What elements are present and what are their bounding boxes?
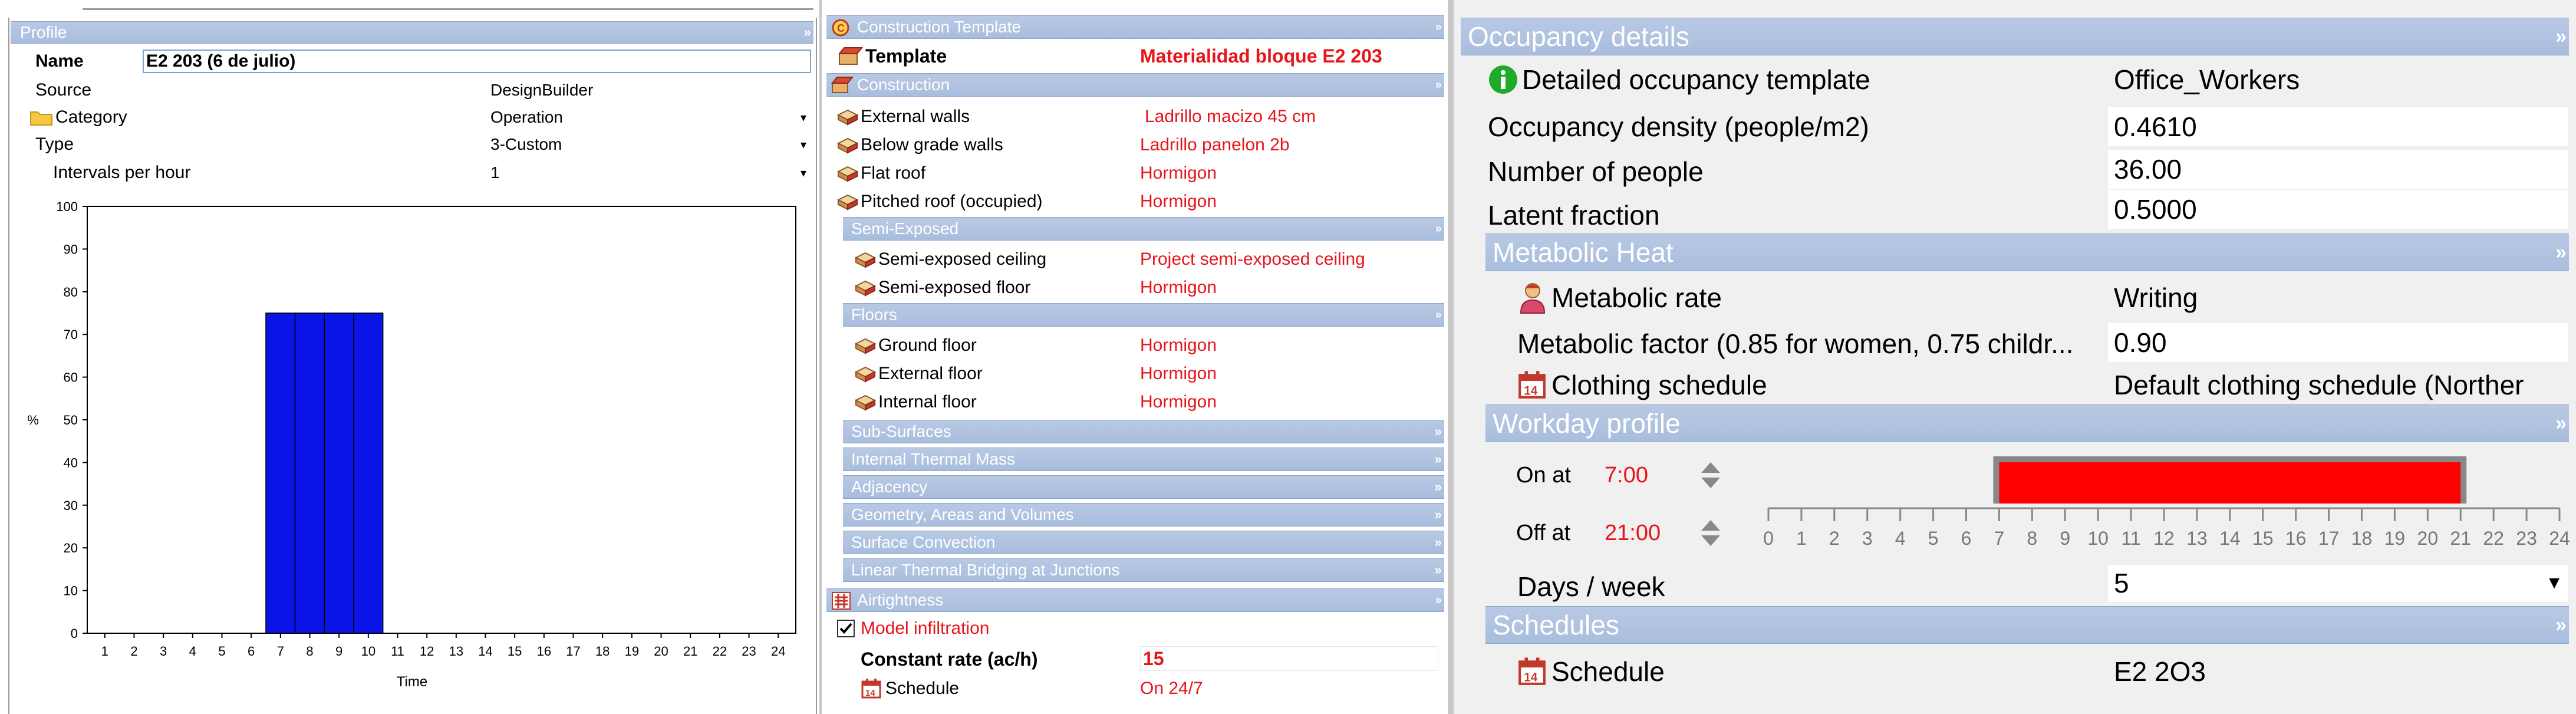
density-label: Occupancy density (people/m2) — [1488, 111, 1869, 142]
off-at-row — [1516, 515, 1722, 551]
timeline-tick-label: 18 — [2351, 528, 2373, 549]
x-tick-label: 23 — [742, 644, 756, 659]
metabolic-factor-input[interactable] — [2108, 323, 2568, 362]
construction-row-label: Semi-exposed ceiling — [878, 249, 1047, 269]
collapse-icon[interactable]: » — [1435, 308, 1439, 321]
x-tick-label: 5 — [218, 644, 226, 659]
model-infiltration-checkbox[interactable] — [837, 620, 855, 637]
folder-icon — [29, 108, 53, 126]
category-select[interactable] — [487, 105, 811, 130]
y-tick-label: 90 — [63, 242, 78, 257]
y-axis-label: % — [27, 413, 39, 427]
clothing-label: Clothing schedule — [1551, 370, 1767, 400]
occ-schedule-label: Schedule — [1551, 656, 1665, 687]
construction-row[interactable] — [855, 245, 1046, 274]
x-tick-label: 2 — [130, 644, 138, 659]
expand-icon[interactable]: » — [1434, 562, 1439, 577]
profile-panel — [0, 0, 819, 714]
category-value: Operation — [490, 108, 563, 126]
svg-text:14: 14 — [1524, 670, 1538, 685]
metabolic-rate-label: Metabolic rate — [1551, 282, 1722, 313]
latent-input[interactable] — [2108, 190, 2568, 229]
source-row — [12, 77, 91, 104]
semi-exposed-header[interactable] — [843, 217, 1444, 241]
profile-chart-svg — [11, 190, 813, 703]
y-tick-label: 100 — [56, 199, 78, 214]
y-tick-label: 80 — [63, 284, 78, 300]
timeline-tick-label: 2 — [1829, 528, 1840, 549]
latent-row — [1488, 195, 1660, 236]
construction-template-header[interactable] — [826, 15, 1444, 39]
plot-area — [87, 206, 796, 633]
x-tick-label: 6 — [248, 644, 255, 659]
occupancy-header-label: Occupancy details — [1468, 21, 1689, 52]
construction-layer-icon — [855, 251, 876, 268]
construction-row[interactable] — [855, 331, 977, 360]
svg-text:C: C — [837, 22, 845, 34]
construction-row-label: Below grade walls — [861, 135, 1003, 154]
x-tick-label: 15 — [507, 644, 522, 659]
bar — [266, 313, 295, 633]
people-row — [1488, 151, 1704, 192]
people-value: 36.00 — [2114, 154, 2182, 185]
collapse-icon[interactable]: » — [2555, 25, 2564, 48]
construction-row-label: Semi-exposed floor — [878, 278, 1031, 297]
x-tick-label: 22 — [712, 644, 727, 659]
construction-row-value[interactable]: Hormigon — [1140, 335, 1217, 355]
construction-row-value[interactable]: Project semi-exposed ceiling — [1140, 249, 1365, 269]
type-label: Type — [35, 134, 74, 154]
calendar-icon — [1517, 370, 1547, 400]
construction-row-value[interactable]: Hormigon — [1140, 364, 1217, 383]
timeline-tick-label: 11 — [2121, 528, 2141, 549]
construction-panel — [819, 0, 1456, 714]
schedules-header-label: Schedules — [1493, 610, 1619, 640]
calendar-icon — [861, 678, 882, 699]
workday-timeline[interactable] — [1751, 448, 2576, 566]
schedule-value-text: On 24/7 — [1140, 679, 1203, 698]
source-label: Source — [35, 80, 92, 100]
construction-row-label: External walls — [861, 107, 970, 126]
y-tick-label: 40 — [63, 455, 78, 470]
x-tick-label: 17 — [566, 644, 581, 659]
construction-row[interactable] — [837, 103, 970, 131]
density-row — [1488, 106, 1869, 147]
x-tick-label: 7 — [276, 644, 284, 659]
collapse-icon[interactable]: » — [1435, 593, 1439, 607]
svg-text:14: 14 — [865, 688, 875, 698]
construction-row-value[interactable]: Hormigon — [1140, 278, 1217, 297]
collapse-icon[interactable]: » — [2555, 241, 2564, 264]
metabolic-header-label: Metabolic Heat — [1493, 237, 1674, 268]
days-row — [1517, 566, 1665, 607]
construction-row[interactable] — [837, 187, 1043, 216]
construction-header-label: Construction — [857, 75, 950, 94]
x-tick-label: 21 — [683, 644, 698, 659]
collapsed-section-label: Adjacency — [851, 478, 928, 496]
profile-header[interactable] — [11, 21, 813, 44]
x-tick-label: 13 — [449, 644, 464, 659]
timeline-tick-label: 3 — [1862, 528, 1873, 549]
on-at-value[interactable]: 7:00 — [1605, 462, 1648, 488]
construction-layer-icon — [855, 365, 876, 383]
occ-template-value: Office_Workers — [2114, 64, 2300, 95]
x-tick-label: 16 — [536, 644, 552, 659]
floors-header[interactable] — [843, 303, 1444, 327]
panel-left-border — [1450, 0, 1454, 714]
collapse-icon[interactable]: » — [1435, 78, 1439, 91]
off-at-value[interactable]: 21:00 — [1605, 520, 1661, 545]
collapse-icon[interactable]: » — [803, 25, 809, 40]
info-icon — [1488, 64, 1518, 95]
collapsed-section-header[interactable] — [843, 531, 1444, 554]
construction-icon — [830, 75, 854, 95]
collapse-icon[interactable]: » — [2555, 613, 2564, 636]
x-tick-label: 8 — [306, 644, 314, 659]
construction-layer-icon — [837, 193, 858, 210]
x-tick-label: 9 — [335, 644, 343, 659]
clothing-value: Default clothing schedule (Norther — [2114, 370, 2524, 400]
latent-label: Latent fraction — [1488, 200, 1660, 231]
construction-row[interactable] — [855, 360, 983, 388]
timeline-tick-label: 14 — [2219, 528, 2241, 549]
chevron-down-icon[interactable]: ▾ — [800, 138, 806, 152]
collapsed-section-label: Sub-Surfaces — [851, 422, 951, 440]
constant-rate-input[interactable] — [1140, 646, 1438, 671]
density-input[interactable] — [2108, 107, 2568, 146]
type-value: 3-Custom — [490, 135, 562, 153]
bar — [324, 313, 354, 633]
collapsed-section-header[interactable] — [843, 503, 1444, 527]
construction-row-label: Pitched roof (occupied) — [861, 192, 1043, 211]
x-tick-label: 11 — [391, 644, 404, 659]
off-at-label: Off at — [1516, 520, 1571, 545]
template-icon — [831, 18, 851, 37]
type-row — [12, 131, 74, 158]
bar — [354, 313, 383, 633]
occ-template-value-field[interactable] — [2108, 60, 2568, 99]
y-tick-label: 60 — [63, 370, 78, 385]
days-value: 5 — [2114, 568, 2129, 598]
metabolic-rate-row[interactable] — [1517, 277, 1722, 318]
collapsed-section-header[interactable] — [843, 448, 1444, 471]
collapsed-section-header[interactable] — [843, 475, 1444, 499]
expand-icon[interactable]: » — [1434, 479, 1439, 494]
x-tick-label: 18 — [595, 644, 610, 659]
y-tick-label: 70 — [63, 327, 78, 343]
chevron-down-icon[interactable]: ▾ — [800, 111, 806, 124]
collapsed-section-label: Internal Thermal Mass — [851, 450, 1016, 468]
construction-row-value[interactable]: Hormigon — [1140, 192, 1217, 211]
top-divider — [83, 8, 813, 10]
y-tick-label: 30 — [63, 498, 78, 513]
left-border — [8, 18, 9, 714]
timeline-tick-label: 5 — [1928, 528, 1939, 549]
profile-chart — [11, 190, 813, 703]
construction-header[interactable] — [826, 73, 1444, 97]
model-infiltration-label: Model infiltration — [861, 618, 990, 638]
timeline-tick-label: 0 — [1763, 528, 1774, 549]
spinner-icon[interactable] — [1699, 459, 1722, 492]
intervals-row — [12, 159, 190, 186]
construction-layer-icon — [855, 337, 876, 354]
expand-icon[interactable]: » — [1434, 535, 1439, 550]
category-label: Category — [55, 107, 127, 127]
x-tick-label: 4 — [189, 644, 196, 659]
schedules-header[interactable] — [1485, 606, 2569, 644]
clothing-row[interactable] — [1517, 364, 1767, 406]
airtightness-icon — [831, 591, 851, 610]
semi-exposed-header-label: Semi-Exposed — [851, 219, 959, 238]
occ-schedule-value-field[interactable] — [2108, 652, 2568, 691]
category-row — [12, 104, 127, 131]
collapsed-section-label: Geometry, Areas and Volumes — [851, 505, 1074, 524]
occupancy-header[interactable] — [1461, 18, 2569, 55]
occ-schedule-row[interactable] — [1517, 651, 1665, 692]
timeline-tick-label: 15 — [2252, 528, 2274, 549]
y-tick-label: 20 — [63, 541, 78, 556]
collapse-icon[interactable]: » — [2555, 412, 2564, 435]
y-tick-label: 10 — [63, 583, 78, 598]
x-tick-label: 14 — [478, 644, 493, 659]
construction-row[interactable] — [837, 159, 925, 187]
construction-row[interactable] — [855, 388, 977, 416]
panel-left-border — [819, 0, 822, 714]
timeline-tick-label: 23 — [2516, 528, 2537, 549]
collapse-icon[interactable]: » — [1435, 222, 1439, 235]
construction-row-value[interactable]: Hormigon — [1140, 163, 1217, 183]
person-icon — [1517, 281, 1548, 314]
name-value: E2 203 (6 de julio) — [146, 51, 296, 71]
y-tick-label: 50 — [63, 413, 78, 427]
construction-template-icon — [837, 45, 863, 67]
construction-layer-icon — [855, 393, 876, 411]
workday-timeline-svg[interactable] — [1751, 448, 2576, 566]
airtightness-header-label: Airtightness — [857, 591, 944, 609]
construction-row-value[interactable]: Hormigon — [1140, 392, 1217, 412]
timeline-tick-label: 24 — [2549, 528, 2570, 549]
on-at-row — [1516, 458, 1722, 493]
timeline-tick-label: 19 — [2384, 528, 2406, 549]
x-tick-label: 3 — [160, 644, 167, 659]
constant-rate-row — [861, 646, 1037, 672]
construction-row-value[interactable]: Ladrillo macizo 45 cm — [1145, 107, 1316, 126]
workday-bar[interactable] — [1999, 462, 2460, 504]
occupancy-panel — [1450, 0, 2576, 714]
collapsed-section-label: Surface Convection — [851, 533, 996, 551]
template-value-text: Materialidad bloque E2 203 — [1140, 45, 1382, 67]
constant-rate-value: 15 — [1143, 647, 1164, 669]
right-border — [816, 18, 817, 714]
x-tick-label: 10 — [361, 644, 376, 659]
workday-header[interactable] — [1485, 404, 2569, 442]
timeline-tick-label: 6 — [1961, 528, 1972, 549]
schedule-row[interactable] — [861, 676, 959, 702]
template-label: Template — [865, 45, 947, 67]
expand-icon[interactable]: » — [1434, 424, 1439, 439]
occ-template-row[interactable] — [1488, 59, 1870, 100]
metabolic-factor-label: Metabolic factor (0.85 for women, 0.75 childr... — [1517, 328, 2074, 359]
timeline-tick-label: 21 — [2450, 528, 2472, 549]
latent-value: 0.5000 — [2114, 194, 2197, 225]
chevron-down-icon[interactable]: ▾ — [800, 166, 806, 180]
construction-row-label: Ground floor — [878, 335, 977, 355]
days-label: Days / week — [1517, 571, 1665, 602]
svg-text:14: 14 — [1524, 384, 1538, 398]
on-at-label: On at — [1516, 462, 1571, 488]
template-row[interactable] — [837, 42, 947, 70]
bar — [295, 313, 325, 633]
name-label: Name — [35, 51, 84, 71]
source-value: DesignBuilder — [490, 81, 594, 99]
timeline-tick-label: 4 — [1895, 528, 1906, 549]
occ-schedule-value: E2 2O3 — [2114, 656, 2206, 687]
expand-icon[interactable]: » — [1434, 452, 1439, 466]
x-tick-label: 20 — [654, 644, 668, 659]
timeline-tick-label: 22 — [2483, 528, 2504, 549]
schedule-label: Schedule — [885, 679, 960, 698]
floors-header-label: Floors — [851, 305, 897, 324]
source-value-field — [487, 78, 811, 103]
timeline-tick-label: 16 — [2285, 528, 2307, 549]
construction-row-label: Internal floor — [878, 392, 977, 412]
name-row — [12, 48, 84, 74]
timeline-tick-label: 12 — [2153, 528, 2175, 549]
x-axis-label: Time — [396, 674, 428, 690]
calendar-icon — [1517, 656, 1547, 687]
construction-layer-icon — [837, 108, 858, 126]
timeline-tick-label: 8 — [2027, 528, 2038, 549]
x-tick-label: 24 — [770, 644, 786, 659]
metabolic-rate-value: Writing — [2114, 282, 2198, 313]
template-value[interactable] — [1140, 42, 1382, 70]
x-tick-label: 19 — [624, 644, 640, 659]
metabolic-factor-row — [1517, 323, 2073, 364]
timeline-tick-label: 10 — [2087, 528, 2109, 549]
intervals-label: Intervals per hour — [53, 163, 191, 182]
construction-layer-icon — [855, 279, 876, 297]
construction-row[interactable] — [855, 274, 1030, 302]
x-tick-label: 12 — [419, 644, 434, 659]
density-value: 0.4610 — [2114, 111, 2197, 142]
intervals-value: 1 — [490, 163, 500, 182]
construction-template-header-label: Construction Template — [857, 18, 1022, 36]
timeline-tick-label: 17 — [2318, 528, 2340, 549]
type-select[interactable] — [487, 132, 811, 157]
x-tick-label: 1 — [101, 644, 108, 659]
expand-icon[interactable]: » — [1434, 507, 1439, 522]
timeline-tick-label: 1 — [1796, 528, 1807, 549]
collapse-icon[interactable]: » — [1435, 20, 1439, 34]
timeline-tick-label: 13 — [2186, 528, 2208, 549]
construction-row[interactable] — [837, 131, 1003, 159]
timeline-tick-label: 20 — [2417, 528, 2439, 549]
collapsed-section-header[interactable] — [843, 558, 1444, 582]
timeline-tick-label: 7 — [1994, 528, 2005, 549]
metabolic-rate-value-field[interactable] — [2108, 278, 2568, 317]
construction-layer-icon — [837, 164, 858, 182]
spinner-icon[interactable] — [1699, 516, 1722, 550]
metabolic-factor-value: 0.90 — [2114, 327, 2167, 358]
people-input[interactable] — [2108, 150, 2568, 189]
profile-header-label: Profile — [20, 23, 67, 41]
metabolic-header[interactable] — [1485, 233, 2569, 271]
name-input[interactable] — [143, 50, 811, 73]
workday-header-label: Workday profile — [1493, 408, 1681, 439]
constant-rate-label: Constant rate (ac/h) — [861, 648, 1038, 670]
days-select[interactable] — [2108, 565, 2568, 601]
collapsed-section-header[interactable] — [843, 420, 1444, 443]
construction-row-value[interactable]: Ladrillo panelon 2b — [1140, 135, 1290, 154]
model-infiltration-row[interactable] — [837, 616, 989, 641]
construction-row-label: External floor — [878, 364, 983, 383]
airtightness-header[interactable] — [826, 588, 1444, 612]
people-label: Number of people — [1488, 156, 1704, 187]
timeline-tick-label: 9 — [2060, 528, 2071, 549]
intervals-select[interactable] — [487, 160, 811, 185]
clothing-value-field[interactable] — [2108, 366, 2576, 404]
collapsed-section-label: Linear Thermal Bridging at Junctions — [851, 561, 1120, 579]
chevron-down-icon[interactable]: ▼ — [2545, 573, 2563, 593]
construction-layer-icon — [837, 136, 858, 154]
occ-template-label: Detailed occupancy template — [1522, 64, 1870, 95]
y-tick-label: 0 — [70, 626, 78, 641]
schedule-value[interactable] — [1140, 676, 1203, 702]
construction-row-label: Flat roof — [861, 163, 926, 183]
